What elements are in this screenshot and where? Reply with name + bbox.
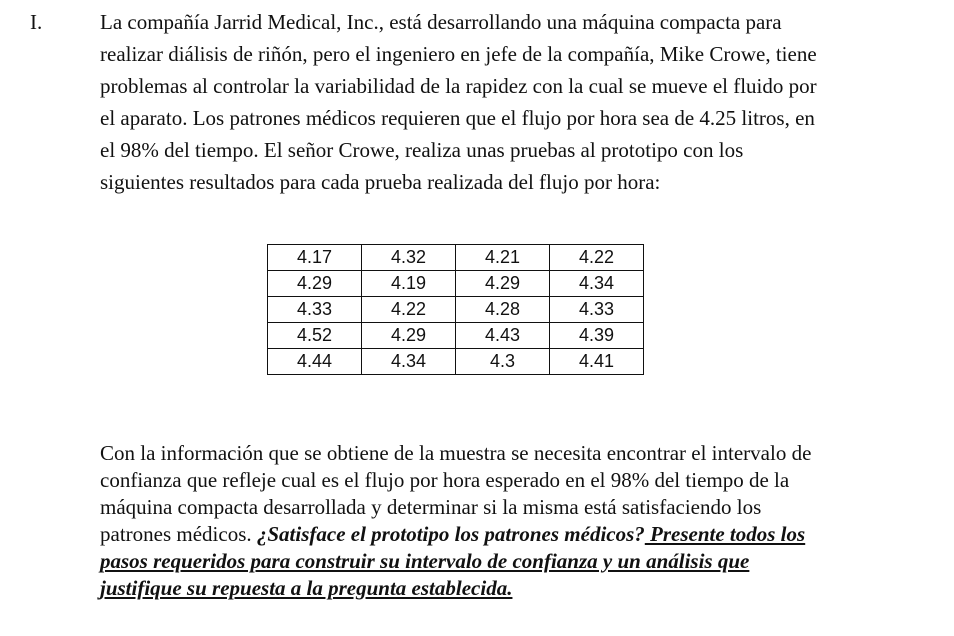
table-row [268, 245, 644, 271]
problem-intro-paragraph [100, 6, 940, 198]
table-cell: 4.28 [456, 297, 550, 323]
table-cell: 4.39 [550, 323, 644, 349]
problem-closing-paragraph [100, 440, 940, 602]
table-cell: 4.3 [456, 349, 550, 375]
intro-line: el 98% del tiempo. El señor Crowe, realiza unas pruebas al prototipo con los [100, 138, 744, 162]
table-row [268, 271, 644, 297]
table-cell: 4.34 [362, 349, 456, 375]
intro-line: el aparato. Los patrones médicos requieren que el flujo por hora sea de 4.25 litros, en [100, 106, 815, 130]
table-cell: 4.41 [550, 349, 644, 375]
table-cell: 4.19 [362, 271, 456, 297]
problem-numeral: I. [30, 10, 43, 34]
question-text: ¿Satisface el prototipo los patrones médicos? [256, 522, 645, 546]
table-cell: 4.33 [268, 297, 362, 323]
intro-line: La compañía Jarrid Medical, Inc., está desarrollando una máquina compacta para [100, 10, 782, 34]
table-cell: 4.29 [456, 271, 550, 297]
instruction-line: pasos requeridos para construir su intervalo de confianza y un análisis que [100, 549, 750, 573]
closing-line-plain: patrones médicos. [100, 522, 257, 546]
intro-line: realizar diálisis de riñón, pero el ingeniero en jefe de la compañía, Mike Crowe, tiene [100, 42, 817, 66]
table-cell: 4.29 [268, 271, 362, 297]
closing-line: máquina compacta desarrollada y determinar si la misma está satisfaciendo los [100, 495, 762, 519]
instruction-text: Presente todos los [644, 522, 806, 546]
table-cell: 4.33 [550, 297, 644, 323]
table-row [268, 323, 644, 349]
intro-line: problemas al controlar la variabilidad de la rapidez con la cual se mueve el fluido por [100, 74, 817, 98]
closing-line: Con la información que se obtiene de la muestra se necesita encontrar el intervalo de [100, 441, 812, 465]
table-cell: 4.21 [456, 245, 550, 271]
closing-line: confianza que refleje cual es el flujo por hora esperado en el 98% del tiempo de la [100, 468, 790, 492]
table-row [268, 297, 644, 323]
flow-data-table [267, 244, 644, 375]
table-cell: 4.44 [268, 349, 362, 375]
table-cell: 4.34 [550, 271, 644, 297]
table-row [268, 349, 644, 375]
table-cell: 4.52 [268, 323, 362, 349]
table-cell: 4.17 [268, 245, 362, 271]
table-cell: 4.29 [362, 323, 456, 349]
instruction-line: justifique su repuesta a la pregunta establecida. [100, 576, 513, 600]
closing-line [100, 521, 940, 548]
table-cell: 4.22 [362, 297, 456, 323]
table-cell: 4.32 [362, 245, 456, 271]
table-cell: 4.22 [550, 245, 644, 271]
table-cell: 4.43 [456, 323, 550, 349]
intro-line: siguientes resultados para cada prueba realizada del flujo por hora: [100, 170, 661, 194]
